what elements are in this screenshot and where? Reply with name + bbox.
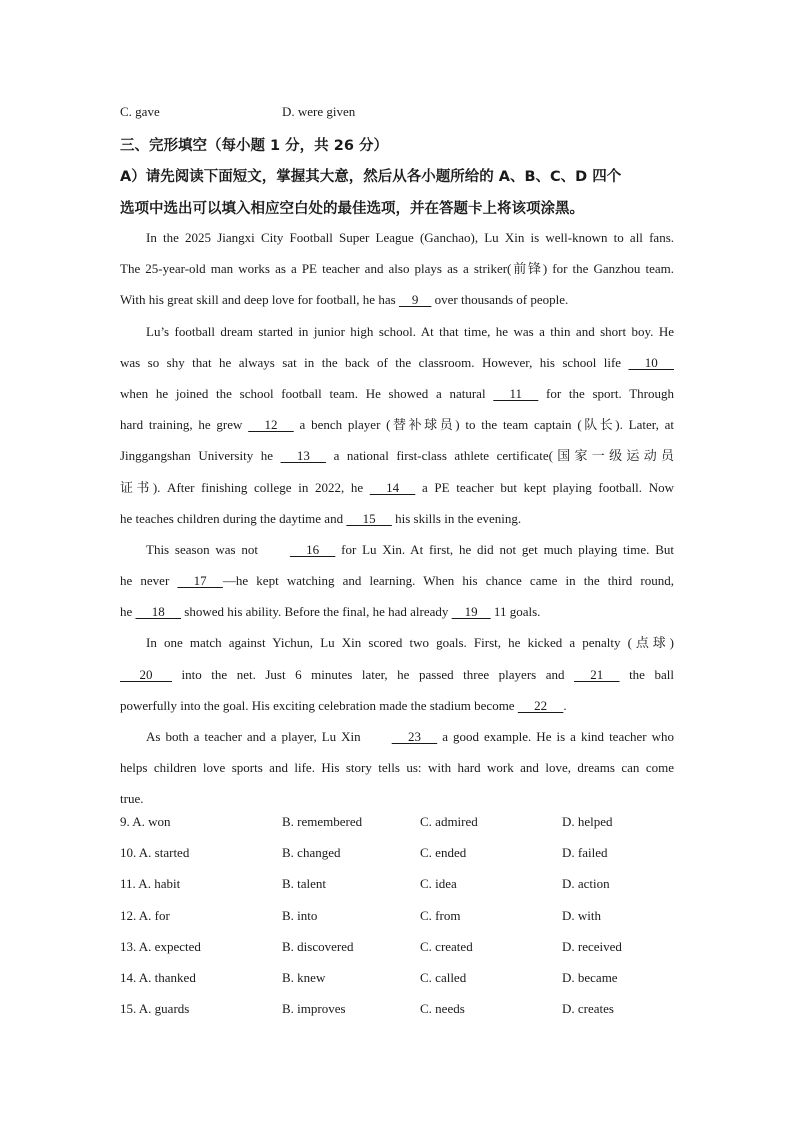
option-a: 12. A. for [120,907,170,923]
question-option-row [0,939,794,970]
passage-line [120,752,674,783]
option-d: D. failed [562,845,608,861]
option-b: B. into [282,907,318,923]
passage-line [120,783,674,814]
cloze-blank: 15 [346,510,392,526]
option-b: B. knew [282,970,326,985]
question-option-row [0,908,794,939]
passage-line [120,253,674,284]
passage-text: for the sport. Through [538,385,674,401]
cloze-blank: 9 [398,292,432,308]
cloze-blank: 23 [391,729,438,744]
option-b: B. discovered [282,938,354,954]
passage-text: In one match against Yichun, Lu Xin scored two goals. First, he kicked a penalty (点球) [146,635,674,651]
option-c: C. admired [420,814,478,829]
option-a: 14. A. thanked [120,970,196,985]
section-instruction-line-1: A）请先阅读下面短文，掌握其大意，然后从各小题所给的 A、B、C、D 四个 [120,169,622,185]
passage-line [120,316,674,347]
option-a: 15. A. guards [120,1001,190,1017]
option-d: D. were given [282,104,356,119]
option-d: D. received [562,938,622,954]
passage-text: over thousands of people. [431,292,569,308]
passage-line [120,627,674,658]
passage-text: for Lu Xin. At first, he did not get much playing time. But [335,541,674,557]
passage-text: . [563,697,567,713]
section-instruction-line-2: 选项中选出可以填入相应空白处的最佳选项，并在答题卡上将该项涂黑。 [120,201,584,217]
cloze-blank: 14 [369,479,416,495]
passage-text: Jinggangshan University he [120,448,281,464]
option-b: B. changed [282,845,341,861]
passage-line [120,565,674,596]
option-a: 9. A. won [120,814,171,829]
passage-text: a national first-class athlete certificate(国家一级运动员 [326,448,674,464]
passage-text: was so shy that he always sat in the back of the classroom. However, his school life [120,354,629,370]
passage-text: helps children love sports and life. His story tells us: with hard work and love, dreams can come [120,760,674,776]
passage-text: Lu’s football dream started in junior high school. At that time, he was a thin and short boy. He [146,323,674,339]
passage-line [120,409,674,440]
passage-line [120,534,674,565]
passage-text: hard training, he grew [120,417,249,433]
passage-text: into the net. Just 6 minutes later, he passed three players and [172,666,575,682]
passage-text: the ball [619,666,674,682]
passage-text: a bench player (替补球员) to the team captain (队长). Later, at [293,417,674,433]
passage-text: With his great skill and deep love for football, he has [120,292,399,308]
passage-text: a good example. He is a kind teacher who [437,729,674,744]
cloze-blank: 12 [248,417,294,433]
passage-text: As both a teacher and a player, Lu Xin [146,729,366,744]
option-d: D. action [562,876,610,892]
passage-text: —he kept watching and learning. When his chance came in the third round, [222,573,674,589]
passage-text: true. [120,791,144,807]
passage-text: The 25-year-old man works as a PE teacher and also plays as a striker(前锋) for the Ganzhou team. [120,261,674,277]
passage-line [120,440,674,471]
cloze-blank: 11 [493,385,539,401]
cloze-blank: 17 [177,573,223,589]
cloze-blank: 13 [280,448,327,464]
option-d: D. helped [562,814,613,829]
cloze-blank: 22 [517,697,564,713]
passage-line [120,472,674,503]
question-option-row [0,1001,794,1032]
option-a: 11. A. habit [120,876,181,892]
question-option-row [0,876,794,907]
cloze-blank: 21 [574,666,620,682]
option-c: C. ended [420,845,467,861]
question-option-row [0,814,794,845]
cloze-passage [120,222,674,815]
passage-line [120,503,674,534]
passage-line [120,721,674,752]
passage-line [120,659,674,690]
passage-text: powerfully into the goal. His exciting celebration made the stadium become [120,697,518,713]
option-d: D. creates [562,1001,614,1017]
passage-line [120,378,674,409]
option-b: B. remembered [282,814,363,829]
option-c: C. gave [120,104,160,119]
option-d: D. became [562,970,618,985]
passage-line [120,690,674,721]
option-c: C. needs [420,1001,465,1017]
passage-text: 证书). After finishing college in 2022, he [120,479,370,495]
cloze-blank: 19 [451,604,491,620]
question-option-row [0,845,794,876]
passage-text: showed his ability. Before the final, he had already [181,604,452,620]
option-c: C. from [420,907,461,923]
passage-text: a PE teacher but kept playing football. Now [415,479,674,495]
passage-line [120,347,674,378]
question-option-row [0,970,794,1001]
passage-text: In the 2025 Jiangxi City Football Super League (Ganchao), Lu Xin is well-known to all fans. [146,230,674,245]
option-d: D. with [562,907,601,923]
passage-text: he [120,604,136,620]
option-c: C. called [420,970,467,985]
cloze-blank: 10 [628,354,674,370]
passage-text: This season was not [146,541,264,557]
cloze-blank: 16 [289,541,336,557]
option-a: 13. A. expected [120,938,201,954]
passage-line [120,596,674,627]
passage-text: 11 goals. [490,604,541,620]
passage-text: when he joined the school football team. He showed a natural [120,385,494,401]
option-b: B. talent [282,876,327,892]
option-b: B. improves [282,1001,346,1017]
option-c: C. idea [420,876,457,892]
passage-line [120,284,674,315]
option-a: 10. A. started [120,845,190,861]
passage-text: he teaches children during the daytime and [120,510,347,526]
section-title: 三、完形填空（每小题 1 分，共 26 分） [120,138,388,154]
cloze-blank: 18 [135,604,182,620]
cloze-blank: 20 [120,666,172,682]
passage-text: his skills in the evening. [391,510,522,526]
passage-line [120,222,674,253]
passage-text: he never [120,573,178,589]
option-c: C. created [420,938,473,954]
